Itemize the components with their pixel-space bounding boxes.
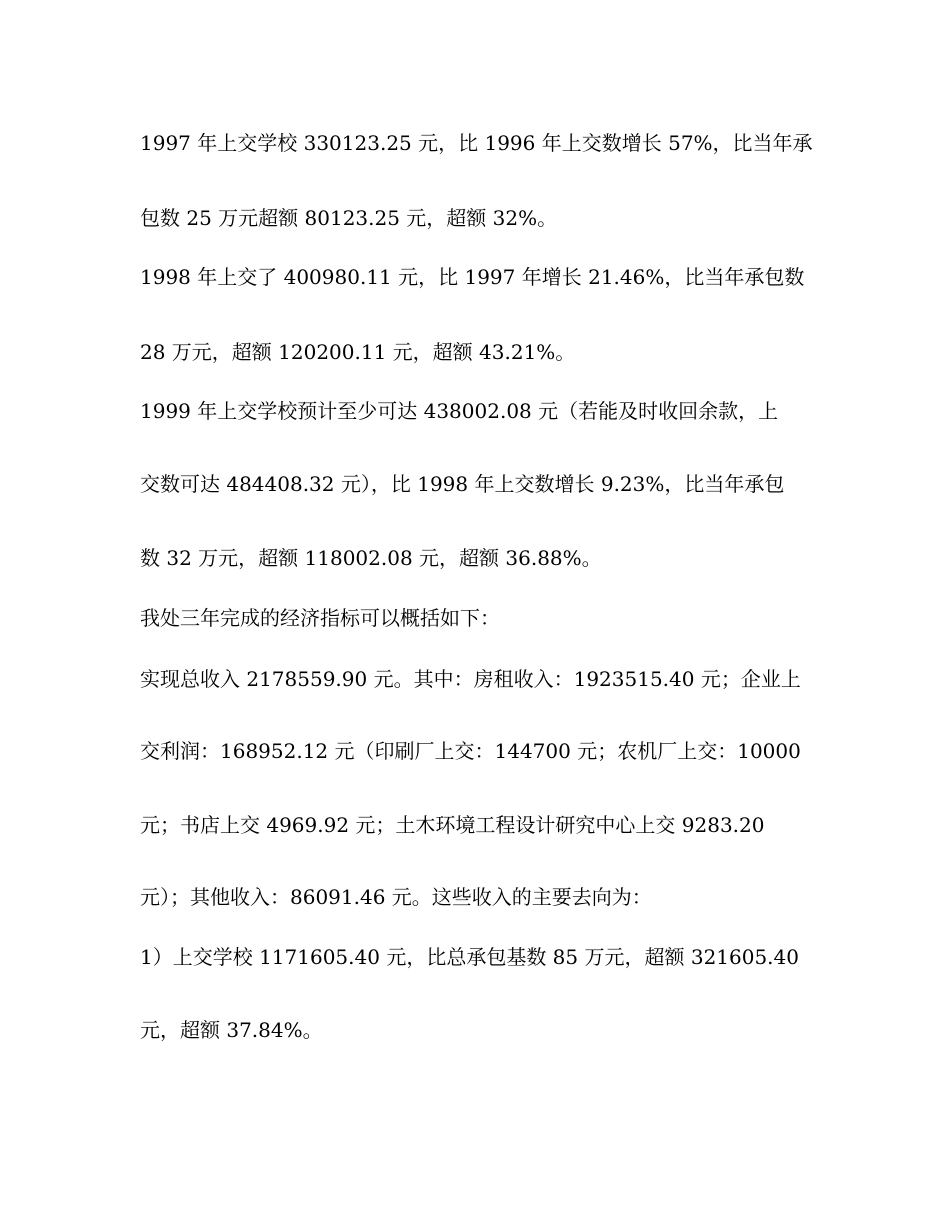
text-line-2: 包数 25 万元超额 80123.25 元，超额 32%。 xyxy=(140,206,558,230)
text-line-1: 1997 年上交学校 330123.25 元，比 1996 年上交数增长 57%，比当年承 xyxy=(140,131,813,155)
text-line-9: 实现总收入 2178559.90 元。其中：房租收入：1923515.40 元；企业上 xyxy=(140,667,801,691)
text-line-3: 1998 年上交了 400980.11 元，比 1997 年增长 21.46%，比当年承包数 xyxy=(140,265,805,289)
text-line-11: 元；书店上交 4969.92 元；土木环境工程设计研究中心上交 9283.20 xyxy=(140,813,765,837)
text-line-5: 1999 年上交学校预计至少可达 438002.08 元（若能及时收回余款，上 xyxy=(140,399,779,423)
text-line-7: 数 32 万元，超额 118002.08 元，超额 36.88%。 xyxy=(140,546,602,570)
text-line-12: 元）；其他收入：86091.46 元。这些收入的主要去向为： xyxy=(140,885,652,909)
text-line-10: 交利润：168952.12 元（印刷厂上交：144700 元；农机厂上交：10000 xyxy=(140,739,801,763)
text-line-13: 1）上交学校 1171605.40 元，比总承包基数 85 万元，超额 321605.40 xyxy=(140,945,799,969)
text-line-4: 28 万元，超额 120200.11 元，超额 43.21%。 xyxy=(140,340,576,364)
text-line-8: 我处三年完成的经济指标可以概括如下： xyxy=(140,606,500,630)
text-line-14: 元，超额 37.84%。 xyxy=(140,1018,323,1042)
text-line-6: 交数可达 484408.32 元），比 1998 年上交数增长 9.23%，比当年承包 xyxy=(140,472,785,496)
